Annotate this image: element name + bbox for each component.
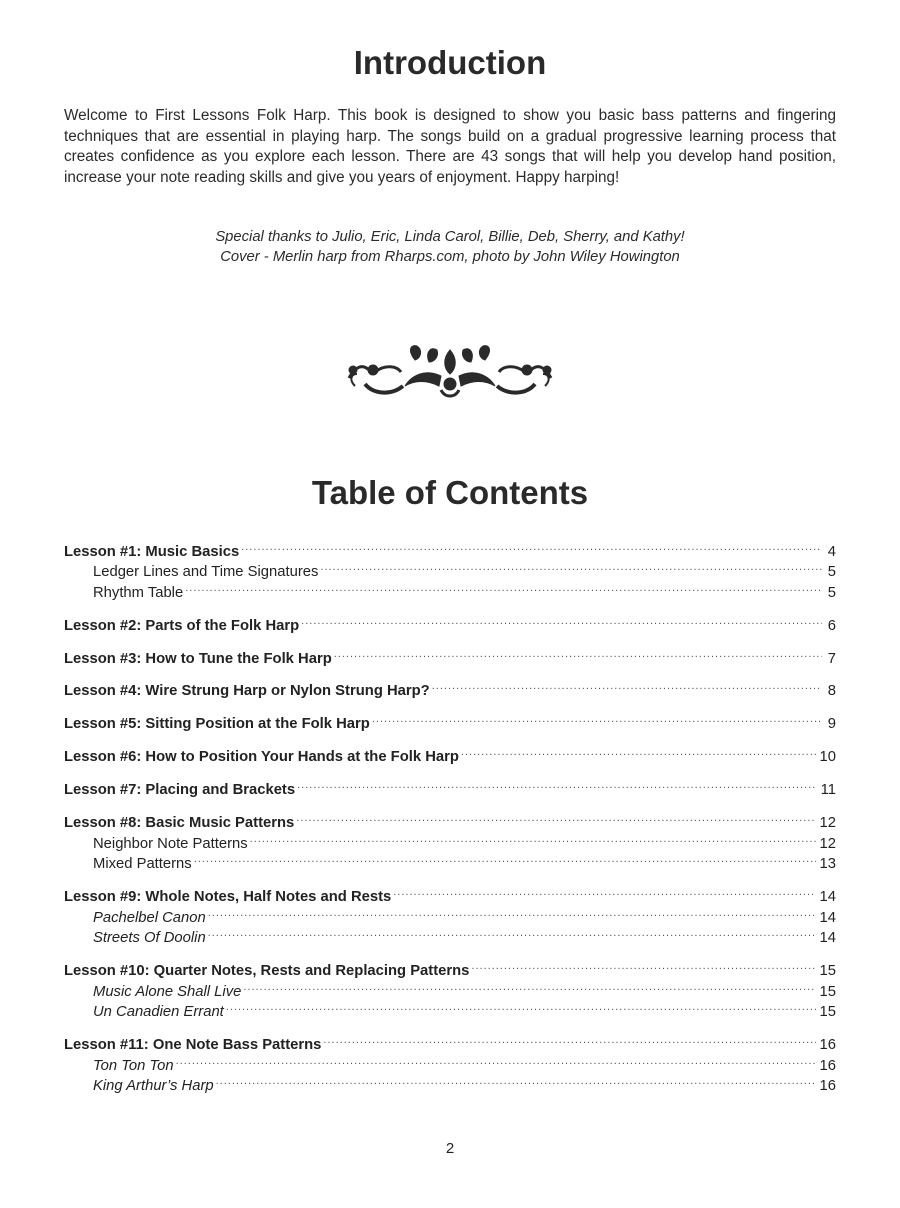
- toc-entry-label: Lesson #2: Parts of the Folk Harp: [64, 617, 300, 634]
- toc-lesson-entry[interactable]: [64, 955, 836, 980]
- dot-leader: [208, 922, 816, 943]
- toc-lesson-group: [64, 642, 836, 667]
- toc-page-number: 14: [819, 909, 836, 926]
- dot-leader: [296, 806, 815, 827]
- introduction-paragraph: Welcome to First Lessons Folk Harp. This book is designed to show you basic bass patterns and fingering techniques that are essential in playing harp. The songs build on a gradual progressive learning process that creates confidence as you explore each lesson. There are 43 songs that will help you develop hand position, increase your note reading skills and give you years of enjoyment. Happy harping!: [64, 107, 836, 186]
- toc-lesson-entry[interactable]: [64, 806, 836, 832]
- toc-entry-label: Un Canadien Errant: [93, 1004, 224, 1021]
- toc-lesson-group: [64, 806, 836, 873]
- toc-entry-label: Music Alone Shall Live: [93, 983, 242, 1000]
- toc-lesson-group: [64, 708, 836, 733]
- dot-leader: [226, 996, 816, 1017]
- toc-lesson-group: [64, 609, 836, 634]
- toc-entry-label: Pachelbel Canon: [93, 909, 206, 926]
- toc-page-number: 7: [827, 650, 836, 667]
- toc-lesson-group: [64, 1029, 836, 1095]
- introduction-title: Introduction: [353, 44, 547, 81]
- page-number: 2: [445, 1140, 455, 1157]
- toc-page-number: 11: [820, 782, 836, 799]
- toc-entry-label: Rhythm Table: [93, 584, 184, 601]
- toc-sub-entry[interactable]: [64, 1070, 836, 1095]
- toc-lesson-entry[interactable]: [64, 675, 836, 700]
- toc-page-number: 14: [819, 889, 836, 906]
- table-of-contents-title: Table of Contents: [311, 474, 589, 511]
- dot-leader: [323, 1029, 815, 1050]
- toc-entry-label: Lesson #5: Sitting Position at the Folk Harp: [64, 716, 370, 733]
- toc-lesson-entry[interactable]: [64, 881, 836, 906]
- toc-page-number: 4: [827, 543, 836, 560]
- cover-credit-line: Cover - Merlin harp from Rharps.com, photo by John Wiley Howington: [220, 249, 680, 265]
- toc-page-number: 5: [827, 584, 836, 601]
- toc-entry-label: Lesson #1: Music Basics: [64, 543, 240, 560]
- dot-leader: [176, 1049, 816, 1070]
- toc-page-number: 16: [819, 1078, 836, 1095]
- toc-lesson-group: [64, 881, 836, 947]
- toc-entry-label: Lesson #10: Quarter Notes, Rests and Replacing Patterns: [64, 963, 470, 980]
- toc-lesson-group: [64, 675, 836, 700]
- dot-leader: [243, 975, 815, 996]
- toc-page-number: 12: [819, 835, 836, 852]
- toc-lesson-entry[interactable]: [64, 1029, 836, 1054]
- toc-lesson-entry[interactable]: [64, 774, 836, 799]
- special-thanks-line: Special thanks to Julio, Eric, Linda Carol, Billie, Deb, Sherry, and Kathy!: [215, 229, 685, 245]
- toc-page-number: 9: [827, 716, 836, 733]
- toc-page-number: 12: [819, 815, 836, 832]
- dot-leader: [334, 642, 822, 663]
- toc-page-number: 15: [819, 1004, 836, 1021]
- dot-leader: [320, 556, 822, 577]
- toc-entry-label: Ton Ton Ton: [93, 1057, 174, 1074]
- toc-page-number: 6: [827, 617, 836, 634]
- dot-leader: [461, 741, 816, 762]
- toc-lesson-entry[interactable]: [64, 708, 836, 733]
- dot-leader: [432, 675, 822, 696]
- toc-page-number: 8: [827, 683, 836, 700]
- dot-leader: [297, 774, 817, 795]
- toc-page-number: 16: [819, 1037, 836, 1054]
- toc-page-number: 5: [827, 564, 836, 581]
- dot-leader: [372, 708, 822, 729]
- toc-lesson-group: [64, 535, 836, 601]
- toc-page-number: 16: [819, 1057, 836, 1074]
- toc-lesson-entry[interactable]: [64, 609, 836, 634]
- floral-ornament-icon: [345, 340, 555, 402]
- toc-entry-label: Lesson #6: How to Position Your Hands at the Folk Harp: [64, 749, 459, 766]
- toc-entry-label: Streets Of Doolin: [93, 930, 206, 947]
- table-of-contents: [64, 535, 836, 1103]
- toc-sub-entry[interactable]: [64, 1049, 836, 1074]
- toc-entry-label: Neighbor Note Patterns: [93, 835, 248, 852]
- toc-page-number: 14: [819, 930, 836, 947]
- toc-page-number: 10: [819, 749, 836, 766]
- dot-leader: [241, 535, 822, 556]
- toc-lesson-group: [64, 955, 836, 1021]
- toc-entry-label: Lesson #7: Placing and Brackets: [64, 782, 296, 799]
- toc-entry-label: Lesson #11: One Note Bass Patterns: [64, 1037, 322, 1054]
- dot-leader: [185, 576, 822, 597]
- dot-leader: [208, 901, 816, 922]
- acknowledgements: [0, 227, 900, 267]
- toc-entry-label: Mixed Patterns: [93, 856, 192, 873]
- dot-leader: [393, 881, 815, 902]
- toc-page-number: 15: [819, 983, 836, 1000]
- toc-entry-label: Lesson #9: Whole Notes, Half Notes and Rests: [64, 889, 392, 906]
- dot-leader: [301, 609, 822, 630]
- toc-entry-label: Lesson #3: How to Tune the Folk Harp: [64, 650, 332, 667]
- dot-leader: [216, 1070, 816, 1091]
- toc-lesson-entry[interactable]: [64, 741, 836, 766]
- dot-leader: [194, 848, 816, 869]
- dot-leader: [471, 955, 815, 976]
- toc-page-number: 13: [819, 856, 836, 873]
- toc-lesson-group: [64, 741, 836, 766]
- toc-lesson-entry[interactable]: [64, 642, 836, 667]
- toc-entry-label: Lesson #8: Basic Music Patterns: [64, 815, 295, 832]
- toc-page-number: 15: [819, 963, 836, 980]
- toc-lesson-entry[interactable]: [64, 535, 836, 560]
- dot-leader: [250, 827, 816, 848]
- toc-entry-label: King Arthur’s Harp: [93, 1078, 214, 1095]
- toc-entry-label: Ledger Lines and Time Signatures: [93, 564, 319, 581]
- toc-lesson-group: [64, 774, 836, 799]
- toc-entry-label: Lesson #4: Wire Strung Harp or Nylon Strung Harp?: [64, 683, 430, 700]
